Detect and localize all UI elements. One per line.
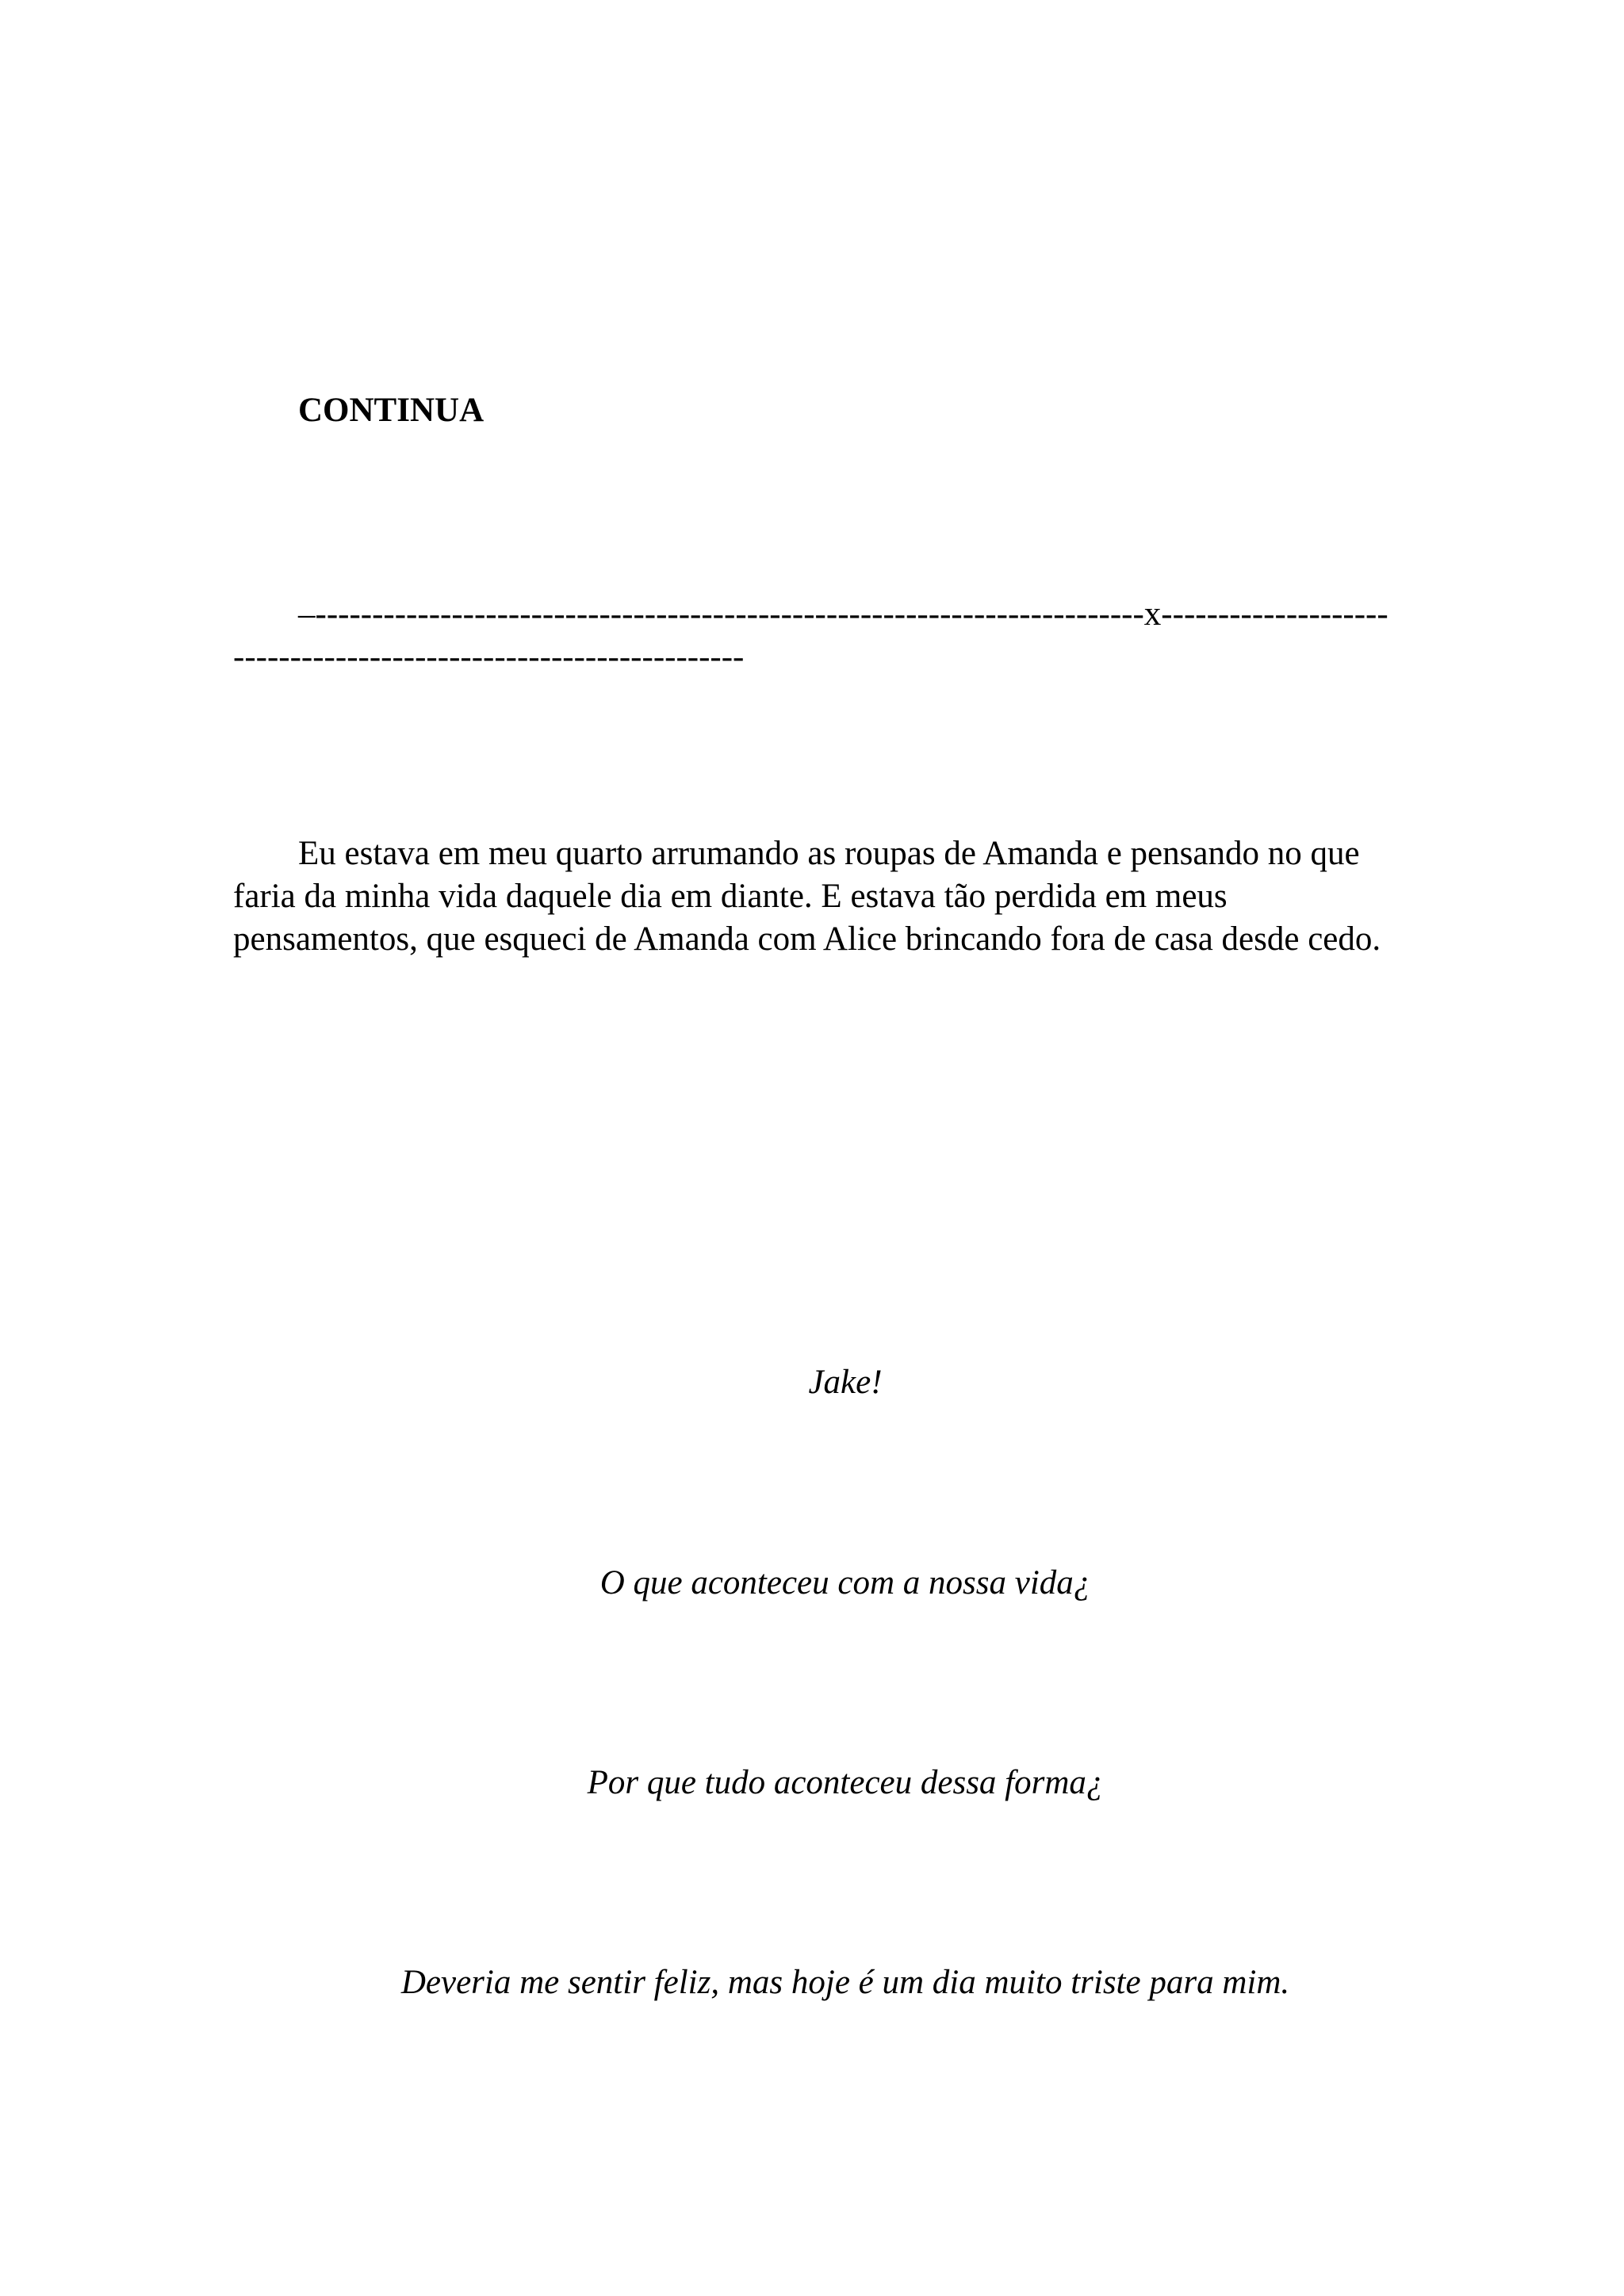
italic-line-question-why: Por que tudo aconteceu dessa forma¿ [587,1764,1104,1801]
scene-separator: –-------------------------------------------------------------------------x----------------------------------------------------------------- [233,595,1388,675]
body-paragraph: Eu estava em meu quarto arrumando as roupas de Amanda e pensando no que faria da minha vida daquele dia em diante. E estava tão perdida em meus pensamentos, que esqueci de Amanda com Alice brincando fora de casa desde cedo. [233,835,1381,958]
italic-line-jake: Jake! [808,1364,883,1401]
section-heading: CONTINUA [298,392,485,429]
italic-line-sad-day: Deveria me sentir feliz, mas hoje é um dia muito triste para mim. [400,1964,1290,2001]
italic-line-question-life: O que aconteceu com a nossa vida¿ [599,1564,1091,1601]
